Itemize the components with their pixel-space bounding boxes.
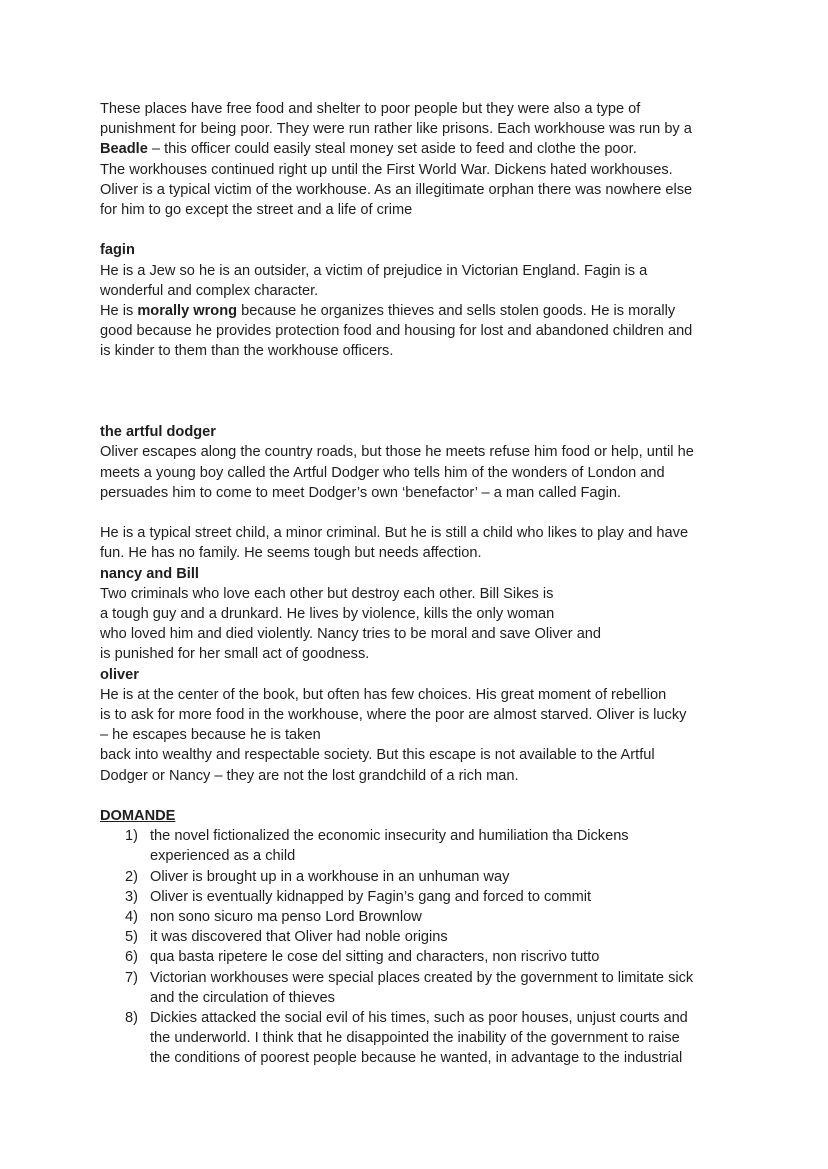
- question-number: 2): [125, 868, 138, 885]
- question-item: [100, 867, 730, 887]
- nancy-line: is punished for her small act of goodness.: [100, 646, 370, 663]
- oliver-line: back into wealthy and respectable society. But this escape is not available to the Artful: [100, 747, 655, 764]
- spacer: [100, 503, 730, 523]
- dodger-line: meets a young boy called the Artful Dodger who tells him of the wonders of London and: [100, 464, 665, 481]
- question-number: 1): [125, 828, 138, 845]
- oliver-line: He is at the center of the book, but often has few choices. His great moment of rebellion: [100, 686, 667, 703]
- dodger-line: persuades him to come to meet Dodger’s own ‘benefactor’ – a man called Fagin.: [100, 484, 622, 501]
- question-text: the conditions of poorest people because he wanted, in advantage to the industrial: [150, 1050, 683, 1067]
- intro-line: punishment for being poor. They were run rather like prisons. Each workhouse was run by a: [100, 121, 692, 138]
- question-text: Dickies attacked the social evil of his times, such as poor houses, unjust courts and: [150, 1010, 688, 1027]
- fagin-line: He is a Jew so he is an outsider, a victim of prejudice in Victorian England. Fagin is a: [100, 262, 648, 279]
- domande-heading: DOMANDE: [100, 808, 176, 825]
- question-number: 3): [125, 888, 138, 905]
- spacer: [100, 786, 730, 806]
- question-text: and the circulation of thieves: [150, 989, 335, 1006]
- fagin-line: good because he provides protection food and housing for lost and abandoned children and: [100, 323, 693, 340]
- question-number: 6): [125, 949, 138, 966]
- nancy-line: a tough guy and a drunkard. He lives by violence, kills the only woman: [100, 606, 555, 623]
- question-number: 8): [125, 1010, 138, 1027]
- morally-wrong-term: morally wrong: [137, 303, 238, 320]
- question-item: [100, 927, 730, 947]
- question-text: the novel fictionalized the economic insecurity and humiliation tha Dickens: [150, 828, 629, 845]
- question-text: it was discovered that Oliver had noble origins: [150, 929, 448, 946]
- dodger-line: fun. He has no family. He seems tough but needs affection.: [100, 545, 482, 562]
- question-text: Oliver is brought up in a workhouse in an unhuman way: [150, 868, 510, 885]
- fagin-heading: fagin: [100, 242, 135, 259]
- question-text: Oliver is eventually kidnapped by Fagin’s gang and forced to commit: [150, 888, 592, 905]
- question-text: the underworld. I think that he disappointed the inability of the government to raise: [150, 1030, 680, 1047]
- dodger-line: He is a typical street child, a minor criminal. But he is still a child who likes to play and have: [100, 525, 689, 542]
- dodger-line: Oliver escapes along the country roads, but those he meets refuse him food or help, until he: [100, 444, 694, 461]
- intro-line: These places have free food and shelter to poor people but they were also a type of: [100, 101, 641, 117]
- intro-line: for him to go except the street and a life of crime: [100, 202, 413, 219]
- oliver-heading: oliver: [100, 666, 139, 683]
- question-text: Victorian workhouses were special places created by the government to limitate sick: [150, 969, 694, 986]
- question-text: experienced as a child: [150, 848, 296, 865]
- fagin-line: is kinder to them than the workhouse officers.: [100, 343, 394, 360]
- oliver-line: is to ask for more food in the workhouse, where the poor are almost starved. Oliver is lucky: [100, 707, 687, 724]
- question-number: 4): [125, 909, 138, 926]
- question-number: 5): [125, 929, 138, 946]
- intro-line: The workhouses continued right up until the First World War. Dickens hated workhouses.: [100, 161, 673, 178]
- spacer: [100, 220, 730, 240]
- fagin-line: wonderful and complex character.: [100, 282, 319, 299]
- nancy-line: who loved him and died violently. Nancy tries to be moral and save Oliver and: [100, 626, 602, 643]
- oliver-line: – he escapes because he is taken: [100, 727, 321, 744]
- question-item: [100, 887, 730, 907]
- question-item: [100, 947, 730, 967]
- nancy-heading: nancy and Bill: [100, 565, 199, 582]
- question-text: non sono sicuro ma penso Lord Brownlow: [150, 909, 422, 926]
- spacer: [100, 362, 730, 423]
- oliver-line: Dodger or Nancy – they are not the lost grandchild of a rich man.: [100, 767, 519, 784]
- questions-list: [100, 826, 730, 1068]
- beadle-term: Beadle: [100, 141, 148, 158]
- intro-line: Beadle – this officer could easily steal money set aside to feed and clothe the poor.: [100, 141, 637, 158]
- document-page: [100, 99, 730, 1069]
- question-item: [100, 1008, 730, 1069]
- dodger-heading: the artful dodger: [100, 424, 216, 441]
- question-item: [100, 968, 730, 1008]
- question-text: qua basta ripetere le cose del sitting and characters, non riscrivo tutto: [150, 949, 600, 966]
- question-item: [100, 907, 730, 927]
- nancy-line: Two criminals who love each other but destroy each other. Bill Sikes is: [100, 585, 554, 602]
- question-number: 7): [125, 969, 138, 986]
- fagin-line: He is morally wrong because he organizes thieves and sells stolen goods. He is morally: [100, 303, 676, 320]
- intro-line: Oliver is a typical victim of the workhouse. As an illegitimate orphan there was nowhere else: [100, 181, 693, 198]
- question-item: [100, 826, 730, 866]
